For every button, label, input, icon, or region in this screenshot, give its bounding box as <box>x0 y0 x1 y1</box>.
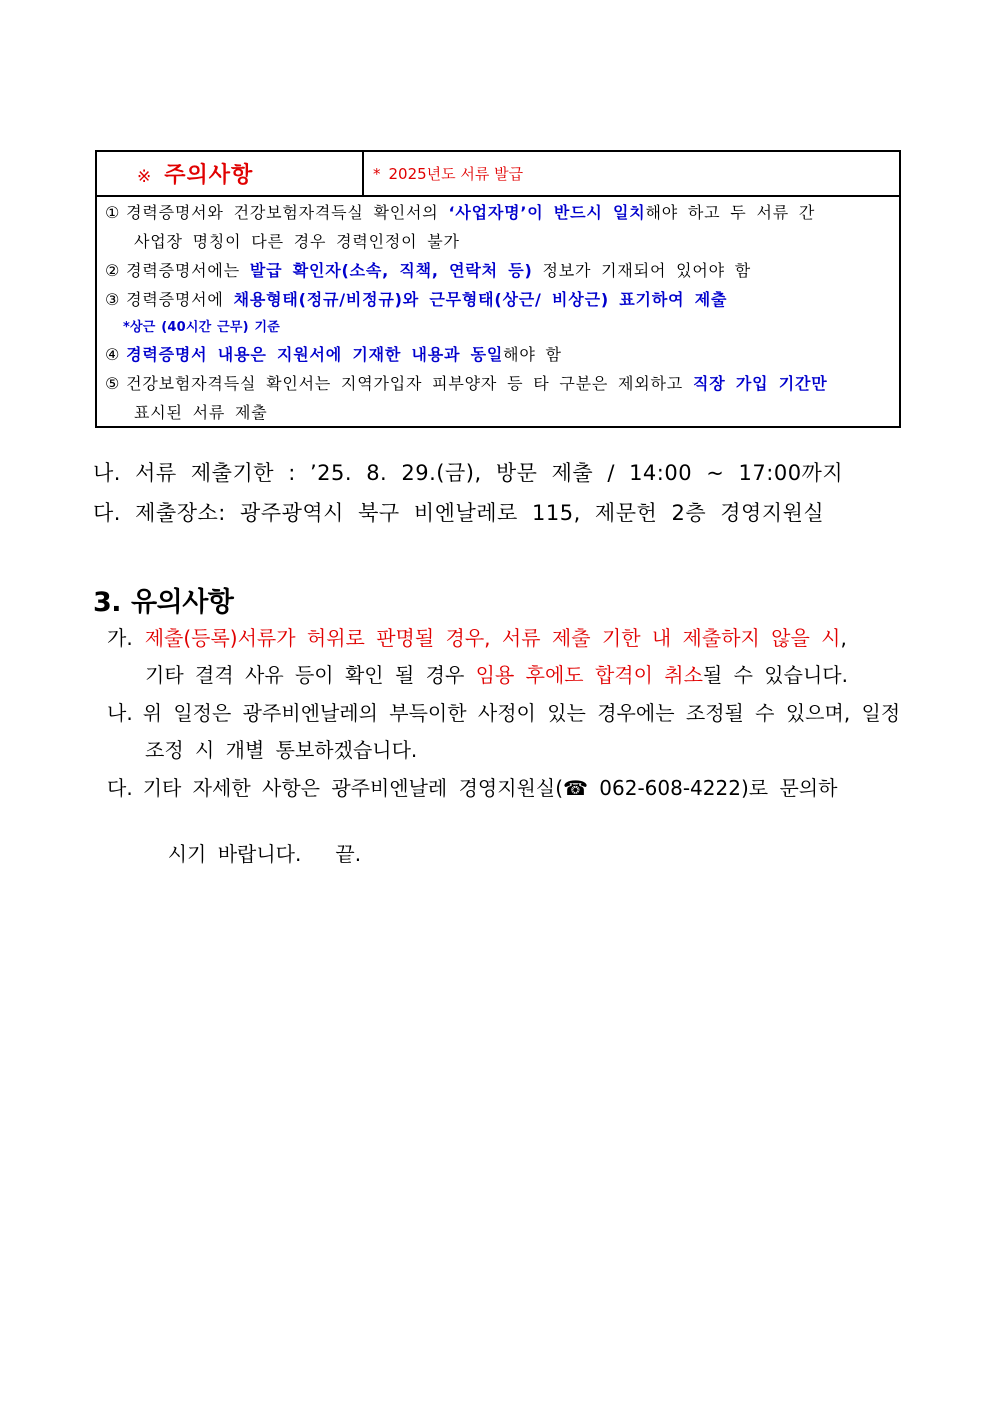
item-text: 건강보험자격득실 확인서는 지역가입자 피부양자 등 타 구분은 제외하고 <box>126 374 693 393</box>
section-number: 3. <box>93 587 122 618</box>
notice-subtitle-text: 2025년도 서류 발급 <box>388 165 524 183</box>
notice-box <box>95 150 901 428</box>
caution-item-na <box>107 699 900 727</box>
caution-item-ga-cont <box>145 661 848 689</box>
caution-item-da-cont <box>145 812 361 868</box>
notice-subtitle <box>373 163 523 184</box>
notice-item-3 <box>105 290 727 310</box>
item-text: 경력증명서에 <box>126 290 234 309</box>
notice-item-3-note <box>123 318 280 338</box>
notice-item-1-cont <box>134 232 460 252</box>
submission-location: 다. 제출장소: 광주광역시 북구 비엔날레로 115, 제문헌 2층 경영지원실 <box>93 501 825 525</box>
item-text: 될 수 있습니다. <box>702 663 848 687</box>
item-number: ③ <box>105 290 121 309</box>
item-number: ⑤ <box>105 374 121 393</box>
item-text: 정보가 기재되어 있어야 함 <box>532 261 752 280</box>
item-text: 사업장 명칭이 다른 경우 경력인정이 불가 <box>134 232 460 251</box>
notice-title-text: 주의사항 <box>164 163 254 188</box>
item-marker: 다. <box>107 776 133 800</box>
caution-item-ga <box>107 624 847 652</box>
item-marker: 나. <box>107 701 133 725</box>
item-text: 표시된 서류 제출 <box>134 403 268 422</box>
item-text: 기타 결격 사유 등이 확인 될 경우 <box>145 663 476 687</box>
item-number: ② <box>105 261 121 280</box>
item-highlight: 경력증명서 내용은 지원서에 기재한 내용과 동일 <box>126 345 504 364</box>
caution-item-na-cont <box>145 736 417 764</box>
item-number: ① <box>105 203 121 222</box>
item-note: *상근 (40시간 근무) 기준 <box>123 320 281 335</box>
item-highlight: 제출(등록)서류가 허위로 판명될 경우, 서류 제출 기한 내 제출하지 않을 시 <box>144 626 841 650</box>
notice-title <box>137 158 253 189</box>
item-highlight: 발급 확인자(소속, 직책, 연락처 등) <box>249 261 533 280</box>
item-text: 시기 바랍니다. 끝. <box>167 842 362 866</box>
notice-item-5-cont <box>134 403 268 423</box>
caution-item-da <box>107 774 837 802</box>
notice-title-cell <box>97 152 364 195</box>
item-highlight: 임용 후에도 합격이 취소 <box>475 663 703 687</box>
notice-item-2 <box>105 261 751 281</box>
item-highlight: 직장 가입 기간만 <box>692 374 828 393</box>
submission-deadline: 나. 서류 제출기한 : ’25. 8. 29.(금), 방문 제출 / 14:00 ~ 17:00까지 <box>93 461 844 485</box>
item-text: 해야 하고 두 서류 간 <box>645 203 816 222</box>
notice-subtitle-cell <box>364 152 899 195</box>
reference-mark-icon: ※ <box>137 167 153 187</box>
section-heading <box>93 580 233 619</box>
item-text: 기타 자세한 사항은 광주비엔날레 경영지원실( <box>142 776 563 800</box>
notice-item-4 <box>105 345 562 365</box>
item-text: 위 일정은 광주비엔날레의 부득이한 사정이 있는 경우에는 조정될 수 있으며, 일정 <box>142 701 901 725</box>
item-number: ④ <box>105 345 121 364</box>
item-highlight: ‘사업자명’이 반드시 일치 <box>448 203 646 222</box>
item-highlight: 채용형태(정규/비정규)와 근무형태(상근/ 비상근) 표기하여 제출 <box>233 290 728 309</box>
notice-item-5 <box>105 374 827 394</box>
item-marker: 가. <box>107 626 133 650</box>
asterisk-icon: * <box>373 165 381 183</box>
item-text: 경력증명서에는 <box>126 261 250 280</box>
item-text: 062-608-4222)로 문의하 <box>587 776 838 800</box>
item-text: 해야 함 <box>503 345 562 364</box>
notice-item-1 <box>105 203 815 223</box>
section-title: 유의사항 <box>131 587 234 618</box>
notice-header <box>97 152 899 197</box>
item-text: 조정 시 개별 통보하겠습니다. <box>145 738 418 762</box>
item-text: , <box>840 626 847 650</box>
item-text: 경력증명서와 건강보험자격득실 확인서의 <box>126 203 449 222</box>
phone-icon: ☎ <box>563 776 588 800</box>
